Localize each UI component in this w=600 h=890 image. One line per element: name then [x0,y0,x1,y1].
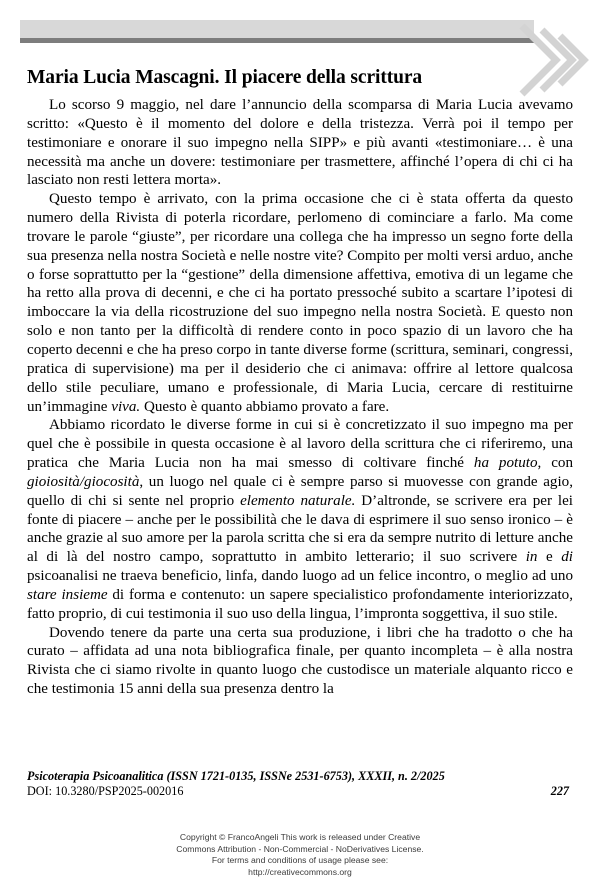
double-chevron-right-icon [512,22,598,98]
body-text-run: di forma e contenuto: un sapere specialistico profondamente interiorizzato, fatto proprio, di cui testimonia il suo uso della lingua, l’impronta soggettiva, il suo stile. [27,586,573,622]
emphasis-text: di [561,549,573,566]
body-paragraph [27,96,573,190]
emphasis-text: stare insieme [27,586,108,603]
article-body [27,96,573,699]
emphasis-text: in [525,549,538,566]
emphasis-text: viva. [111,398,141,415]
page-number: 227 [550,784,569,799]
copyright-line-1: Copyright © FrancoAngeli This work is released under Creative [179,832,421,842]
body-paragraph [27,416,573,623]
body-paragraph [27,190,573,416]
emphasis-text: elemento naturale. [240,492,356,509]
body-text-run: D’altronde, se scrivere era per lei fonte di piacere – anche per le possibilità che le dava di esprimere il suo senso ironico – è anche grazie al suo amore per la parola scritta che si era da sempre nutrito di letture anche al di là del nostro campo, soprattutto in ambito letterario; il suo scrivere [27,492,573,566]
emphasis-text: gioiosità/giocosità [27,473,140,490]
copyright-notice [0,832,600,878]
body-text-run: Dovendo tenere da parte una certa sua produzione, i libri che ha tradotto o che ha curato – affidata ad una nota bibliografica finale, per quanto incompleta – è alla nostra Rivista che ci siamo rivolte in quanto luogo che custodisce un materiale alquanto ricco e che testimonia 15 anni della sua presenza dentro la [27,624,573,698]
body-text-run: psicoanalisi ne traeva beneficio, linfa, dando luogo ad un felice incontro, o meglio ad uno [27,568,573,585]
journal-citation: Psicoterapia Psicoanalitica (ISSN 1721-0135, ISSNe 2531-6753), XXXII, n. 2/2025 [27,769,445,783]
header-decoration-band [20,20,534,38]
body-text-run: , un luogo nel quale ci è sempre parso si muovesse con grande agio, quello di chi si sente nel proprio [27,473,573,509]
copyright-line-3: For terms and conditions of usage please see: [211,855,389,866]
copyright-line-4[interactable]: http://creativecommons.org [248,866,352,877]
body-text-run: , con [537,455,573,472]
body-text-run: Questo è quanto abbiamo provato a fare. [140,398,390,415]
page-title: Maria Lucia Mascagni. Il piacere della scrittura [27,67,423,89]
body-text-run: Abbiamo ricordato le diverse forme in cui si è concretizzato il suo impegno ma per quel che è possibile in questa occasione è al lavoro della scrittura che ci riferiremo, una pratica che Maria Lucia non ha mai smesso di coltivare finché [27,417,573,472]
emphasis-text: ha potuto [473,455,538,472]
body-paragraph [27,624,573,699]
doi-text: DOI: 10.3280/PSP2025-002016 [27,784,184,799]
journal-reference-footer [27,769,573,800]
header-decoration-rule [20,38,534,43]
body-text-run: Lo scorso 9 maggio, nel dare l’annuncio della scomparsa di Maria Lucia avevamo scritto: «Questo è il momento del dolore e della tristezza. Verrà poi il tempo per testimoniare e onorare il suo impegno nella SIPP» e più avanti «testimoniare… è una necessità ma anche un dovere: testimoniare per trasmettere, affinché l’opera di chi ci ha lasciato non resti lettera morta». [27,97,573,189]
body-text-run: Questo tempo è arrivato, con la prima occasione che ci è stata offerta da questo numero della Rivista di poterla ricordare, perlomeno di cominciare a farlo. Ma come trovare le parole “giuste”, per ricordare una collega che ha impresso un segno forte della sua presenza nella nostra Società e nelle nostre vite? Compito per molti versi arduo, anche o forse soprattutto per la “gestione” della dimensione affettiva, emotiva di un legame che ha retto alla prova di decenni, e che ci ha portato pressoché subito a scartare l’ipotesi di imboccare la via della ricostruzione del suo impegno nella nostra Società. E questo non solo e non tanto per la difficoltà di rendere conto in poco spazio di un lavoro che ha coperto decenni e che ha preso corpo in tante diverse forme (scrittura, seminari, congressi, pratica di supervisione) ma per il desiderio che ci animava: offrire al lettore qualcosa dello stile peculiare, umano e professionale, di Maria Lucia, cercare di restituirne un’immagine [27,191,573,415]
body-text-run: e [537,549,562,566]
copyright-line-2: Commons Attribution - Non-Commercial - NoDerivatives License. [176,843,424,854]
